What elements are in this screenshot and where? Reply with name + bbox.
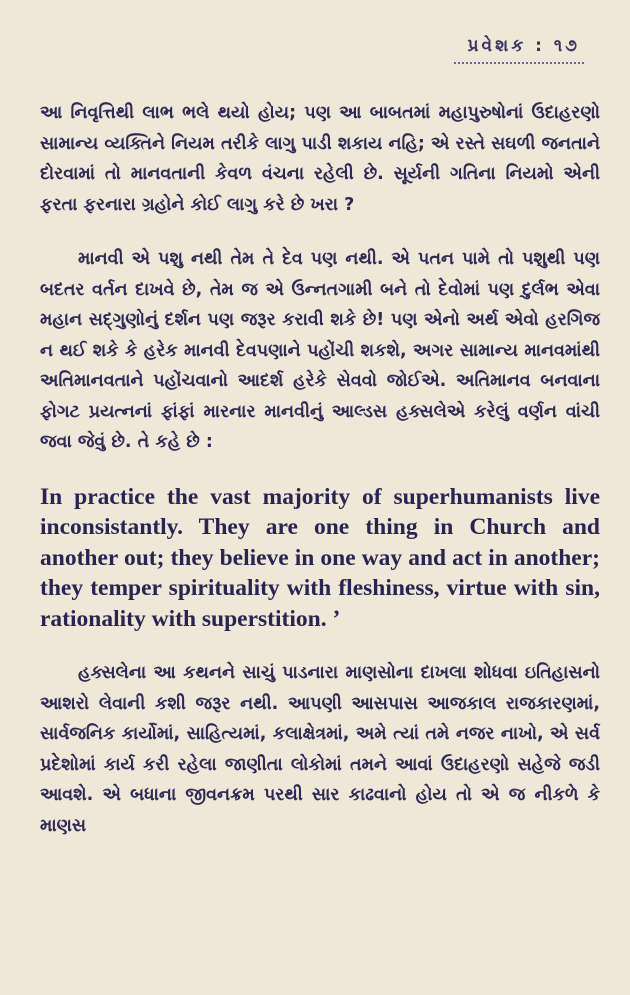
running-head: પ્રવેશક : ૧૭ [467, 36, 580, 56]
paragraph-3: હક્સલેના આ કથનને સાચું પાડનારા માણસોના દાખલા શોધવા ઇતિહાસનો આશરો લેવાની કશી જરૂર નથી. આપણી આસપાસ આજકાલ રાજકારણમાં, સાર્વજનિક કાર્યોમાં, સાહિત્યમાં, કલાક્ષેત્રમાં, અમે ત્યાં તમે નજર નાખો, એ સર્વ પ્રદેશોમાં કાર્ય કરી રહેલા જાણીતા લોકોમાં તમને આવાં ઉદાહરણો સહેજે જડી આવશે. એ બધાના જીવનક્રમ પરથી સાર કાઢવાનો હોય તો એ જ નીકળે કે માણસ [40, 663, 600, 836]
paragraph-1: આ નિવૃત્તિથી લાભ ભલે થયો હોય; પણ આ બાબતમાં મહાપુરુષોનાં ઉદાહરણો સામાન્ય વ્યક્તિને નિયમ તરીકે લાગુ પાડી શકાય નહિ; એ રસ્તે સઘળી જનતાને દોરવામાં તો માનવતાની કેવળ વંચના રહેલી છે. સૂર્યની ગતિના નિયમો એની ફરતા ફરનારા ગ્રહોને કોઈ લાગુ કરે છે ખરા ? [40, 103, 600, 215]
english-quote: In practice the vast majority of superhumanists live inconsistantly. They are one thing in Church and another out; they believe in one way and act in another; they temper spirituality with fleshiness, virtue with sin, rationality with superstition. ’ [40, 483, 600, 632]
header-ornament-rule [454, 62, 584, 68]
paragraph-2: માનવી એ પશુ નથી તેમ તે દેવ પણ નથી. એ પતન પામે તો પશુથી પણ બદતર વર્તન દાખવે છે, તેમ જ એ ઉન્નતગામી બને તો દેવોમાં પણ દુર્લભ એવા મહાન સદ્ગુણોનું દર્શન પણ જરૂર કરાવી શકે છે! પણ એનો અર્થ એવો હરગિજ ન થઈ શકે કે હરેક માનવી દેવપણાને પહોંચી શકશે, અગર સામાન્ય માનવમાંથી અતિમાનવતાને પહોંચવાનો આદર્શ હરેકે સેવવો જોઈએ. અતિમાનવ બનવાના ફોગટ પ્રયત્નનાં ફાંફાં મારનાર માનવીનું આલ્ડસ હક્સલેએ કરેલું વર્ણન વાંચી જવા જેવું છે. તે કહે છે : [40, 249, 600, 452]
page-body [40, 98, 600, 865]
